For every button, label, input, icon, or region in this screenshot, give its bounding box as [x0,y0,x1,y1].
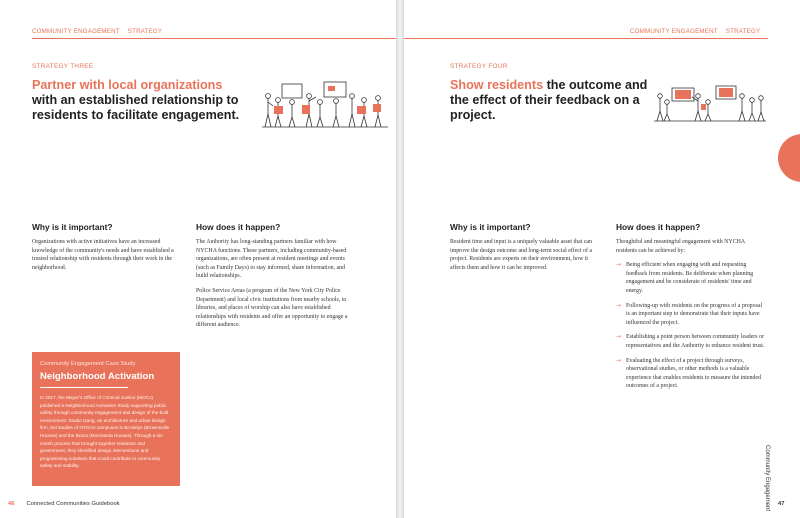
page-number-right: 47 [778,501,785,507]
header-section: COMMUNITY ENGAGEMENT [32,28,120,35]
vertical-section-label: Community Engagement [764,445,770,512]
people-presentation-illustration [654,80,766,124]
bullet-item: → Being efficient when engaging with and requesting feedback from residents. Be deliberate when planning engagement and be considerate of residents' time and energy. [616,261,754,294]
running-header-right [630,28,760,35]
strategy-label-right: STRATEGY FOUR [450,63,508,70]
bullet-item: → Evaluating the effect of a project through surveys, observational studies, or other methods is a valuable experience that enables residents to measure the intended outcomes of a project. [616,356,761,390]
how-bullet-list [616,261,766,391]
how-paragraph-1: The Authority has long-standing partners familiar with how NYCHA functions. These partners, including community-based organizations, are often present at resident meetings and events (such as Family Days) to stay informed, share information, and build relationships. [196,239,347,280]
why-paragraph: Organizations with active initiatives have an increased knowledge of the community's needs and have established a trusted relationship with residents through their work in the neighborhood. [32,239,174,271]
header-section-right: COMMUNITY ENGAGEMENT [630,28,718,35]
arrow-icon: → [616,356,622,364]
how-text-right [616,238,766,397]
left-footer [8,501,120,507]
case-study-title: Neighborhood Activation [40,371,155,382]
left-page [0,0,396,518]
heading-highlight-right: Show residents [450,78,544,92]
why-heading-right: Why is it important? [450,222,531,232]
header-subsection: STRATEGY [127,28,163,35]
strategy-heading-right [450,78,650,123]
how-heading-right: How does it happen? [616,222,701,232]
how-heading: How does it happen? [196,222,281,232]
why-heading: Why is it important? [32,222,113,232]
heading-rest-right: the outcome and the effect of their feedback on a project. [450,78,648,122]
people-meeting-illustration [262,78,388,130]
case-study-label: Community Engagement Case Study [40,361,136,367]
why-text [32,238,182,278]
how-paragraph-2: Police Service Areas (a program of the New York City Police Department) and local civic institutions from nearby schools, to libraries, and places of worship can also have established relationships with residents and offer an opportunity to engage a different audience. [196,287,348,329]
arrow-icon: → [616,261,622,269]
bullet-item: → Following-up with residents on the progress of a proposal is an important step to demonstrate that their inputs have influenced the project. [616,301,763,326]
bullet-item: → Establishing a point person between community leaders or representatives and the Authority to enhance resident trust. [616,333,765,349]
running-header [32,28,162,35]
case-study-text: In 2017, the Mayor's Office of Criminal Justice (MOCJ) published a Neighborhood Activation Study supporting public safety through community engagement and design of the built environment. Studio Gang, an architecture and urban design firm, led studies of NYCHA campuses in Brooklyn (Brownsville Houses) and the Bronx (Morrisania Houses). Through a six-month process that brought together residents and government, they identified design interventions and programming solutions that could contribute to community safety and stability. [40,395,170,469]
page-number-left: 46 [8,501,15,507]
how-intro: Thoughtful and meaningful engagement with NYCHA residents can be achieved by: [616,239,745,254]
why-paragraph-right: Resident time and input is a uniquely valuable asset that can improve the design outcome and long-term social effect of a project. Residents are experts on their environment, how it affects them and how it can be improved. [450,239,593,271]
arrow-icon: → [616,301,622,309]
header-rule-right [404,38,768,39]
why-text-right [450,238,600,278]
arrow-icon: → [616,333,622,341]
right-page [404,0,800,518]
case-study-box [32,352,180,486]
book-gutter [396,0,404,518]
heading-highlight: Partner with local organizations [32,78,223,92]
footer-title: Connected Communities Guidebook [26,501,120,507]
heading-rest: with an established relationship to residents to facilitate engagement. [32,93,240,122]
header-rule [32,38,396,39]
strategy-heading [32,78,250,123]
header-subsection-right: STRATEGY [725,28,761,35]
strategy-label: STRATEGY THREE [32,63,94,70]
case-study-rule [40,387,128,388]
how-text [196,238,356,336]
section-tab-marker [778,134,800,182]
right-footer [778,501,784,507]
